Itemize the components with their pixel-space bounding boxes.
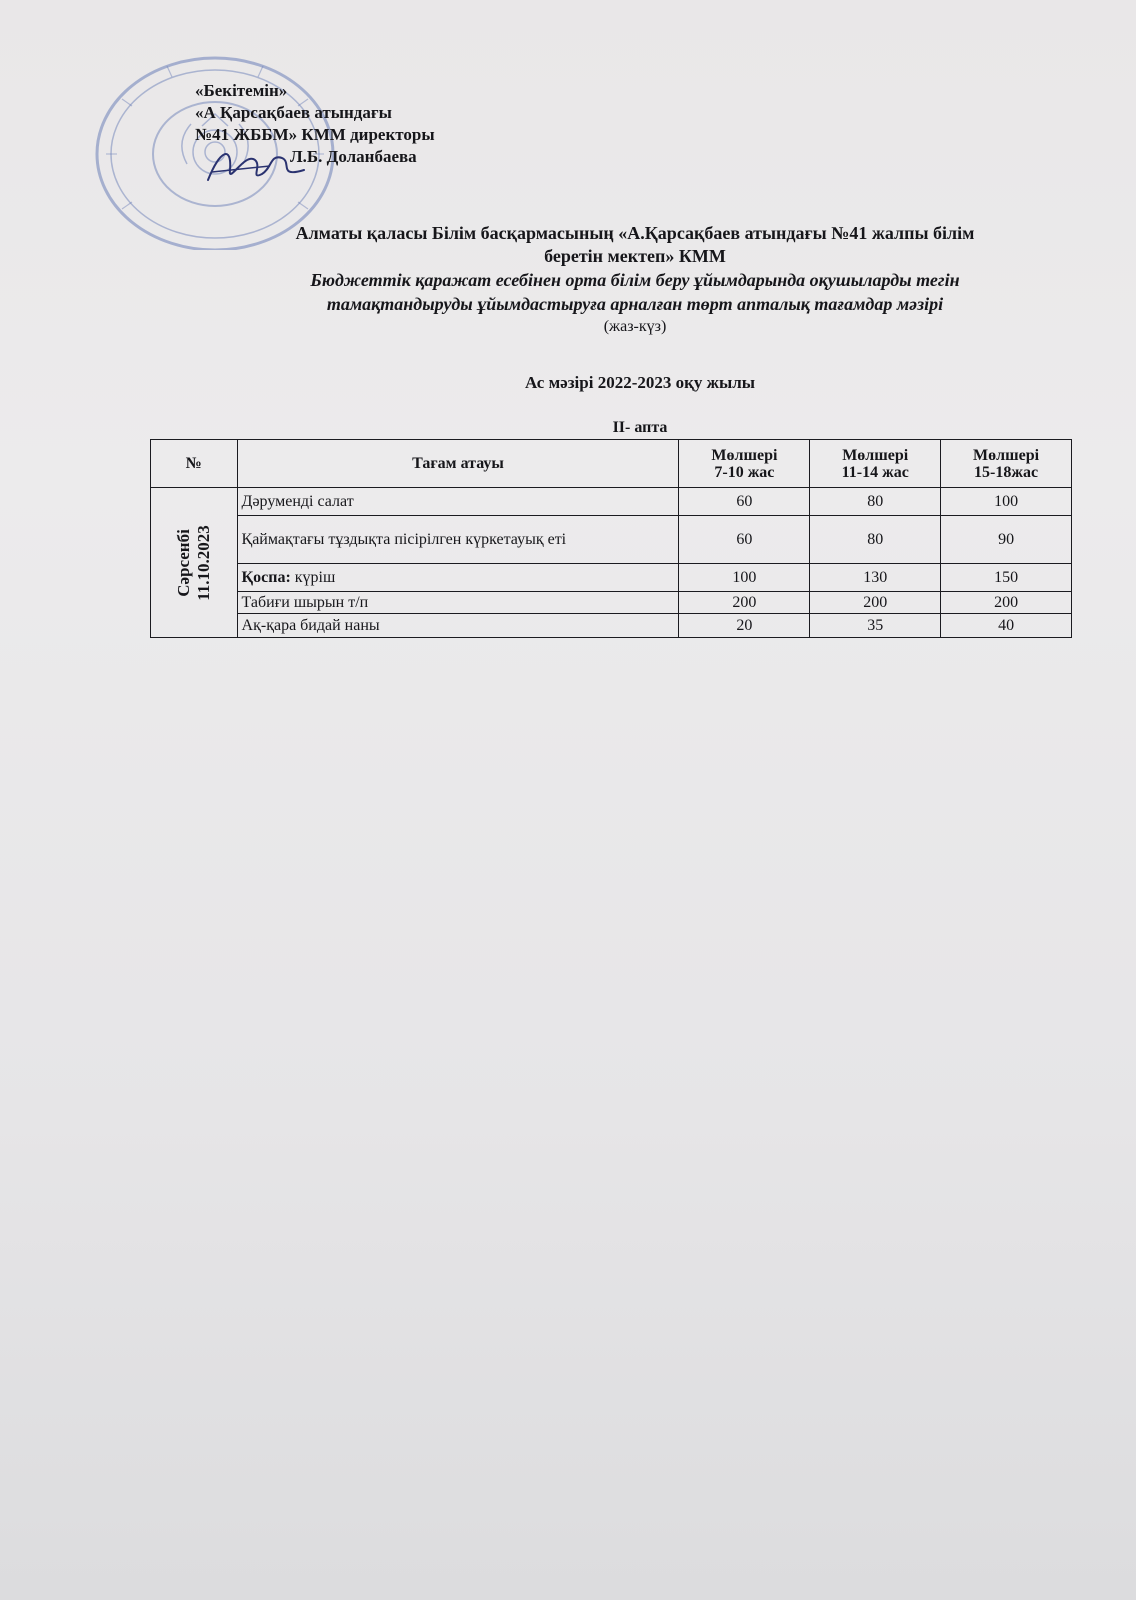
portion-7-10: 60: [679, 488, 810, 516]
portion-11-14: 80: [810, 488, 941, 516]
header-line: 11-14 жас: [841, 463, 909, 481]
dish-name: Ақ-қара бидай наны: [237, 614, 679, 638]
organization-name: Алматы қаласы Білім басқармасының «А.Қарсақбаев атындағы №41 жалпы білім: [295, 223, 975, 243]
table-header-row: [151, 440, 1072, 488]
header-dish-name: Тағам атауы: [237, 440, 679, 488]
header-line: Мөлшері: [711, 446, 778, 464]
portion-7-10: 60: [679, 516, 810, 564]
header-portion-7-10: [679, 440, 810, 488]
dish-name: Қаймақтағы тұздықта пісірілген күркетауық еті: [237, 516, 679, 564]
menu-year-title: Ас мәзірі 2022-2023 оқу жылы: [524, 373, 756, 392]
approval-line: №41 ЖББМ» КММ директоры: [195, 125, 435, 144]
table-row: [151, 564, 1072, 592]
portion-15-18: 40: [941, 614, 1072, 638]
document-heading: [195, 222, 1075, 338]
dish-name-prefix: Қоспа:: [241, 569, 291, 586]
dish-name: Дәруменді салат: [237, 488, 679, 516]
menu-description: Бюджеттік қаражат есебінен орта білім беру ұйымдарында оқушыларды тегін: [310, 270, 960, 290]
table-row: [151, 488, 1072, 516]
approval-line: «А Қарсақбаев атындағы: [195, 103, 392, 122]
portion-7-10: 20: [679, 614, 810, 638]
dish-name: [237, 564, 679, 592]
day-name: Сәрсенбі: [173, 528, 193, 597]
table-row: [151, 516, 1072, 564]
portion-7-10: 200: [679, 592, 810, 614]
table-row: [151, 592, 1072, 614]
approval-line: «Бекітемін»: [195, 81, 288, 100]
header-portion-11-14: [810, 440, 941, 488]
week-label: ІІ- апта: [612, 419, 668, 436]
portion-15-18: 100: [941, 488, 1072, 516]
day-date: 11.10.2023: [193, 524, 213, 601]
approval-signer: Л.Б. Доланбаева: [290, 147, 417, 166]
portion-11-14: 35: [810, 614, 941, 638]
portion-11-14: 80: [810, 516, 941, 564]
header-line: 15-18жас: [974, 463, 1039, 481]
header-line: Мөлшері: [973, 446, 1040, 464]
day-cell: [151, 488, 238, 638]
portion-15-18: 90: [941, 516, 1072, 564]
approval-block: [195, 80, 435, 168]
organization-name: беретін мектеп» КММ: [544, 246, 726, 266]
header-number: №: [151, 440, 238, 488]
dish-name: Табиғи шырын т/п: [237, 592, 679, 614]
portion-11-14: 200: [810, 592, 941, 614]
day-label: [174, 525, 214, 601]
header-line: Мөлшері: [842, 446, 909, 464]
header-portion-15-18: [941, 440, 1072, 488]
portion-15-18: 150: [941, 564, 1072, 592]
portion-11-14: 130: [810, 564, 941, 592]
header-line: 7-10 жас: [714, 463, 775, 481]
dish-name-rest: күріш: [290, 569, 336, 586]
table-row: [151, 614, 1072, 638]
portion-15-18: 200: [941, 592, 1072, 614]
portion-7-10: 100: [679, 564, 810, 592]
season-label: (жаз-күз): [603, 318, 667, 335]
menu-table: [150, 439, 1072, 638]
menu-description: тамақтандыруды ұйымдастыруға арналған төрт апталық тағамдар мәзірі: [326, 294, 944, 314]
